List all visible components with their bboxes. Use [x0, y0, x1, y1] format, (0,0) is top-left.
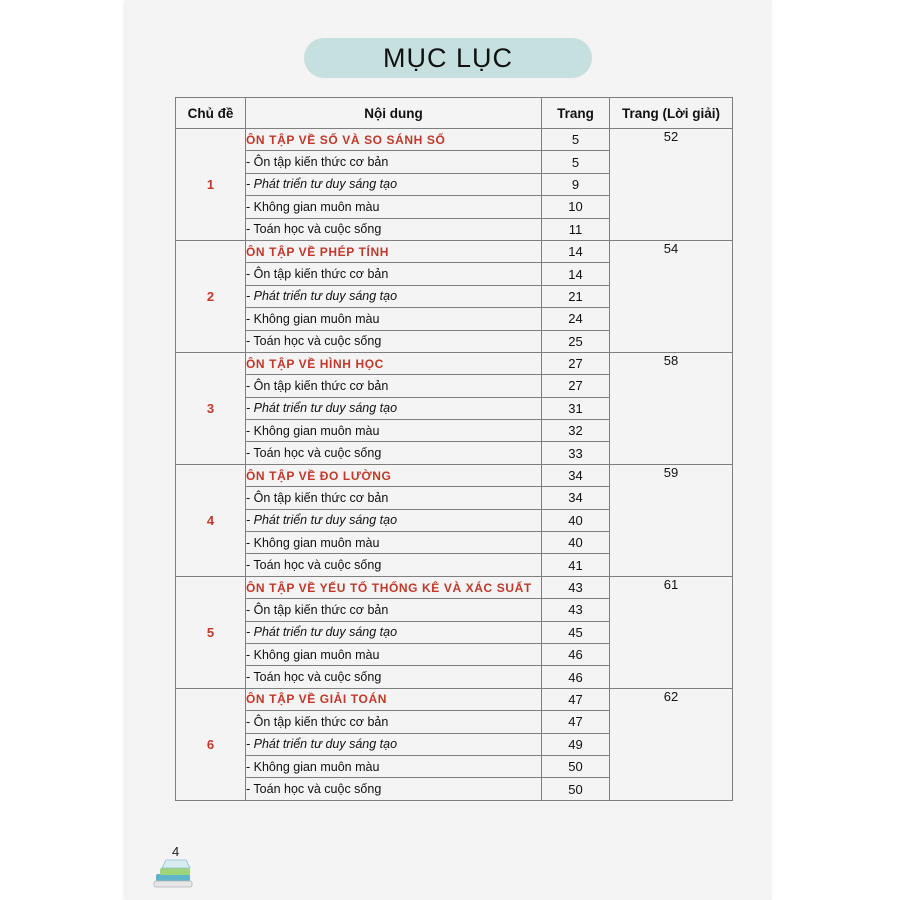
topic-heading-row	[176, 464, 733, 486]
page-title	[304, 38, 592, 78]
section-label[interactable]: - Phát triển tư duy sáng tạo	[246, 621, 542, 643]
section-label[interactable]: - Phát triển tư duy sáng tạo	[246, 397, 542, 419]
topic-number: 3	[176, 352, 246, 464]
section-label[interactable]: - Không gian muôn màu	[246, 755, 542, 777]
section-label[interactable]: - Toán học và cuộc sống	[246, 554, 542, 576]
section-page: 27	[542, 375, 610, 397]
header-topic: Chủ đề	[176, 98, 246, 129]
section-label[interactable]: - Ôn tập kiến thức cơ bản	[246, 599, 542, 621]
section-label[interactable]: - Toán học và cuộc sống	[246, 442, 542, 464]
topic-page: 5	[542, 129, 610, 151]
section-label[interactable]: - Ôn tập kiến thức cơ bản	[246, 487, 542, 509]
topic-page: 14	[542, 240, 610, 262]
topic-heading[interactable]: ÔN TẬP VỀ YẾU TỐ THỐNG KÊ VÀ XÁC SUẤT	[246, 576, 542, 598]
section-page: 5	[542, 151, 610, 173]
topic-heading[interactable]: ÔN TẬP VỀ SỐ VÀ SO SÁNH SỐ	[246, 129, 542, 151]
section-label[interactable]: - Ôn tập kiến thức cơ bản	[246, 375, 542, 397]
section-page: 41	[542, 554, 610, 576]
section-label[interactable]: - Phát triển tư duy sáng tạo	[246, 285, 542, 307]
topic-heading-row	[176, 129, 733, 151]
page-number: 4	[172, 844, 180, 859]
topic-number: 4	[176, 464, 246, 576]
section-label[interactable]: - Toán học và cuộc sống	[246, 778, 542, 800]
header-content: Nội dung	[246, 98, 542, 129]
section-page: 25	[542, 330, 610, 352]
section-label[interactable]: - Toán học và cuộc sống	[246, 330, 542, 352]
topic-heading-row	[176, 576, 733, 598]
section-label[interactable]: - Toán học và cuộc sống	[246, 666, 542, 688]
topic-heading-row	[176, 240, 733, 262]
section-page: 34	[542, 487, 610, 509]
topic-heading[interactable]: ÔN TẬP VỀ PHÉP TÍNH	[246, 240, 542, 262]
section-page: 24	[542, 308, 610, 330]
topic-page: 34	[542, 464, 610, 486]
section-label[interactable]: - Không gian muôn màu	[246, 643, 542, 665]
toc-body	[176, 129, 733, 801]
section-label[interactable]: - Phát triển tư duy sáng tạo	[246, 509, 542, 531]
table-of-contents	[175, 97, 733, 801]
topic-solution-page: 54	[610, 240, 733, 352]
section-page: 43	[542, 599, 610, 621]
section-page: 14	[542, 263, 610, 285]
topic-page: 47	[542, 688, 610, 710]
section-page: 32	[542, 420, 610, 442]
topic-solution-page: 61	[610, 576, 733, 688]
section-label[interactable]: - Toán học và cuộc sống	[246, 218, 542, 240]
topic-solution-page: 58	[610, 352, 733, 464]
page-title-text: MỤC LỤC	[382, 42, 513, 73]
section-page: 21	[542, 285, 610, 307]
section-page: 40	[542, 509, 610, 531]
section-label[interactable]: - Ôn tập kiến thức cơ bản	[246, 711, 542, 733]
topic-heading[interactable]: ÔN TẬP VỀ GIẢI TOÁN	[246, 688, 542, 710]
section-page: 11	[542, 218, 610, 240]
section-page: 46	[542, 643, 610, 665]
section-page: 31	[542, 397, 610, 419]
book-stack-icon	[152, 856, 198, 890]
section-page: 47	[542, 711, 610, 733]
header-solution-page: Trang (Lời giải)	[610, 98, 733, 129]
topic-solution-page: 62	[610, 688, 733, 800]
section-page: 50	[542, 778, 610, 800]
section-page: 46	[542, 666, 610, 688]
section-label[interactable]: - Không gian muôn màu	[246, 420, 542, 442]
topic-number: 6	[176, 688, 246, 800]
topic-solution-page: 59	[610, 464, 733, 576]
section-page: 10	[542, 196, 610, 218]
section-page: 9	[542, 173, 610, 195]
topic-heading-row	[176, 352, 733, 374]
toc-header-row	[176, 98, 733, 129]
topic-heading[interactable]: ÔN TẬP VỀ HÌNH HỌC	[246, 352, 542, 374]
section-label[interactable]: - Ôn tập kiến thức cơ bản	[246, 151, 542, 173]
section-page: 50	[542, 755, 610, 777]
section-label[interactable]: - Không gian muôn màu	[246, 532, 542, 554]
topic-heading-row	[176, 688, 733, 710]
section-page: 49	[542, 733, 610, 755]
section-page: 45	[542, 621, 610, 643]
topic-heading[interactable]: ÔN TẬP VỀ ĐO LƯỜNG	[246, 464, 542, 486]
section-label[interactable]: - Không gian muôn màu	[246, 308, 542, 330]
section-label[interactable]: - Ôn tập kiến thức cơ bản	[246, 263, 542, 285]
header-page: Trang	[542, 98, 610, 129]
topic-solution-page: 52	[610, 129, 733, 241]
section-page: 40	[542, 532, 610, 554]
topic-number: 5	[176, 576, 246, 688]
section-label[interactable]: - Phát triển tư duy sáng tạo	[246, 173, 542, 195]
topic-number: 1	[176, 129, 246, 241]
topic-page: 43	[542, 576, 610, 598]
section-label[interactable]: - Không gian muôn màu	[246, 196, 542, 218]
topic-number: 2	[176, 240, 246, 352]
topic-page: 27	[542, 352, 610, 374]
section-page: 33	[542, 442, 610, 464]
section-label[interactable]: - Phát triển tư duy sáng tạo	[246, 733, 542, 755]
